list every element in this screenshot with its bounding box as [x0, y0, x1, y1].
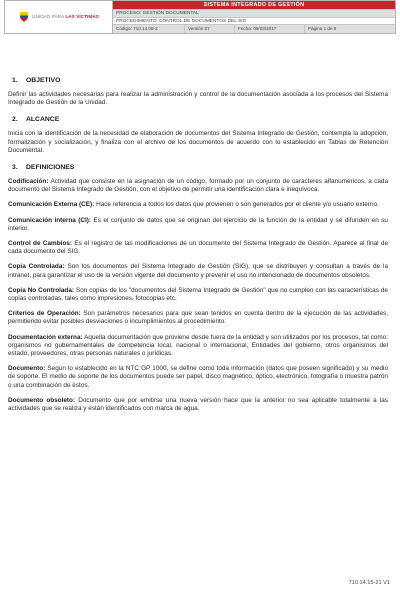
document-version: Versión:07 [185, 25, 235, 33]
document-info-row [113, 24, 395, 33]
definition-term: Codificación: [8, 178, 49, 186]
logo-block [5, 1, 113, 33]
process-row: PROCESO: GESTIÓN DOCUMENTAL [113, 9, 395, 17]
definition-item [8, 178, 388, 194]
definition-item [8, 263, 388, 279]
header-meta [113, 1, 395, 33]
definition-item [8, 365, 388, 390]
definition-item [8, 287, 388, 303]
definition-text: Aquella documentación que proviene desde fuera de la entidad y son utilizados por los procesos, tal como: organismos no gubernamentales de competencia local, nacional o internacional, Entidades del gobierno, otros organismos del estado, proveedores, otras personas naturales o jurídicas. [8, 333, 388, 358]
definition-term: Control de Cambios: [8, 240, 72, 248]
document-body [8, 76, 388, 420]
definition-term: Comunicación Externa (CE): [8, 201, 95, 209]
objective-heading: 1. OBJETIVO [12, 77, 61, 84]
document-header [4, 0, 396, 34]
definition-item [8, 240, 388, 256]
definition-text: Son los documentos del Sistema Integrado de Gestión (SIG), que se distribuyen y consultan a través de la intranet, para garantizar el uso de la versión vigente del documento y prevenir el uso no intencionado de documentos obsoletos. [8, 263, 389, 279]
procedure-row: PROCEDIMIENTO: CONTROL DE DOCUMENTOS DEL SIG [113, 17, 395, 25]
scope-text: Inicia con la identificación de la necesidad de elaboración de documentos del Sistema Integrado de Gestión, contempla la adopción, formalización y socialización, y finaliza con el archivo de los documentos de acuerdo con lo establecido en Tablas de Retención Documental. [8, 130, 388, 154]
definition-term: Criterios de Operación: [8, 310, 81, 318]
definition-text: Es el conjunto de datos que se originan del ejercicio de la función de la entidad y se difunden en su interior. [8, 216, 388, 232]
definition-term: Documento: [8, 365, 46, 373]
definitions-heading: 3. DEFINICIONES [12, 164, 75, 172]
definition-item [8, 334, 388, 359]
definition-term: Copia Controlada: [8, 263, 65, 271]
page-indicator: Página 1 de 9 [308, 26, 337, 31]
definitions-list [8, 178, 388, 413]
definition-text: Documento que por emitirse una nueva versión hace que la anterior no sea aplicable totalmente a las actividades que se realiza y están identificados con marca de agua. [8, 396, 388, 413]
definition-text: Según lo establecido en la NTC GP 1000, se define como toda información (datos que poseen significado) y su medio de soporte. El medio de soporte de los documentos puede ser papel, disco magnético, óptico, electrónico, fotografía o muestra patrón o una combinación de éstos. [8, 365, 388, 389]
objective-text: Definir las actividades necesarias para realizar la administración y control de la documentación asociada a los procesos del Sistema Integrado de Gestión de la Unidad. [8, 91, 388, 107]
document-date: Fecha: 09/03/2017 [235, 25, 305, 33]
scope-heading: 2. ALCANCE [12, 116, 60, 124]
definition-text: Hace referencia a todos los datos que provienen o son generados por el cliente y/o usuario externo. [94, 201, 379, 209]
definition-term: Documentación externa: [8, 333, 83, 341]
footer-code: 710.14.15-21 V1 [348, 580, 390, 586]
logo-text: UNIDAD PARA LAS VÍCTIMAS [32, 13, 99, 19]
definition-term: Comunicación interna (CI): [8, 216, 92, 224]
definition-text: Son copias de los "documentos del Sistema Integrado de Gestión" que no cumplen con las características de copias controladas, tales como impresiones, fotocopias etc. [8, 286, 388, 303]
definition-term: Documento obsoleto: [8, 396, 76, 404]
definition-text: Actividad que consiste en la asignación de un código, formado por un conjunto de caracteres alfanuméricos, a cada documento del Sistema Integrado de Gestión, con el objetivo de permitir una identificación clara e inequívoca. [8, 178, 388, 194]
definition-item [8, 201, 388, 209]
colombia-shield-icon [18, 11, 30, 23]
definition-item [8, 310, 388, 326]
definition-term: Copia No Controlada: [8, 286, 75, 294]
system-title: SISTEMA INTEGRADO DE GESTIÓN [113, 1, 395, 9]
definition-item [8, 397, 388, 413]
document-code: Código: 710.14.08-2 [113, 25, 185, 33]
definition-text: Es el registro de las modificaciones de un documento del Sistema Integrado de Gestión. Aparece al final de cada documento del SIG. [8, 240, 389, 256]
definition-text: Son parámetros necesarios para que sean tenidos en cuenta dentro de la ejecución de las actividades, permitiendo evitar posibles desviaciones o incumplimientos al procedimiento. [8, 310, 388, 326]
definition-item [8, 217, 388, 233]
